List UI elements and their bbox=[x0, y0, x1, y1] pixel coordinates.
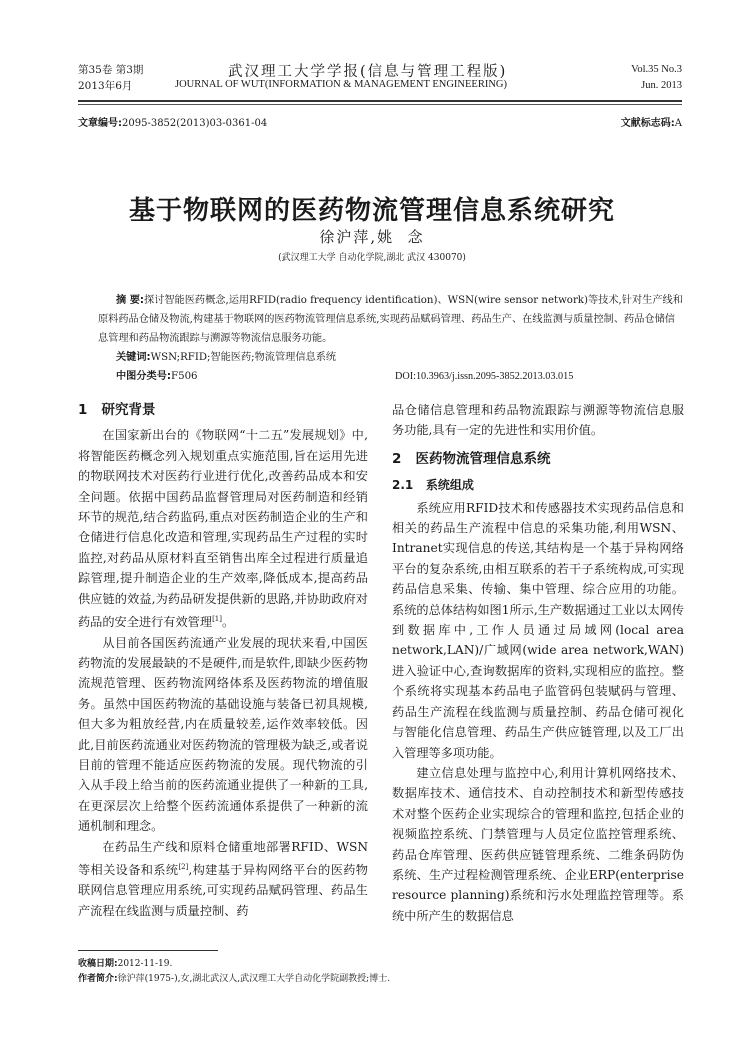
keywords-label: 关键词: bbox=[116, 352, 151, 363]
author-bio bbox=[78, 972, 390, 987]
document-code-value: A bbox=[674, 118, 682, 129]
citation-ref: [1] bbox=[212, 615, 222, 624]
paragraph: 系统应用RFID技术和传感器技术实现药品信息和相关的药品生产流程中信息的采集功能,利用WSN、Intranet实现信息的传送,其结构是一个基于异构网络平台的复杂系统,由相互联系的若干子系统构成,可实现药品信息采集、传输、集中管理、综合应用的功能。系统的总体结构如图1所示,生产数据通过工业以太网传到数据库中,工作人员通过局域网(local area network,LAN)/广域网(wide area network,WAN)进入验证中心,查询数据库的资料,实现相应的监控。整个系统将实现基本药品电子监管码包装赋码与管理、药品生产流程在线监测与质量控制、药品仓储可视化与智能化信息管理、药品生产供应链管理,以及工厂出入管理等多项功能。 bbox=[392, 500, 684, 760]
paper-affiliation: (武汉理工大学 自动化学院,湖北 武汉 430070) bbox=[278, 253, 466, 263]
section-1-title: 研究背景 bbox=[101, 402, 156, 418]
clc-label: 中图分类号: bbox=[116, 371, 172, 382]
doi-value: 10.3963/j.issn.2095-3852.2013.03.015 bbox=[415, 371, 574, 382]
keywords bbox=[116, 348, 336, 367]
received-date bbox=[78, 957, 172, 972]
paper-title: 基于物联网的医药物流管理信息系统研究 bbox=[128, 196, 615, 226]
paragraph-text: ,构建基于异构网络平台的医药物联网信息管理应用系统,可实现药品赋码管理、药品生产流程在线监测与质量控制、药 bbox=[78, 863, 368, 918]
paragraph-continued: 品仓储信息管理和药品物流跟踪与溯源等物流信息服务功能,具有一定的先进性和实用价值。 bbox=[392, 403, 684, 438]
abstract bbox=[98, 291, 684, 348]
paragraph-text: 在国家新出台的《物联网“十二五”发展规划》中,将智能医药概念列入规划重点实施范围,旨在运用先进的物联网技术对医药行业进行优化,改善药品成本和安全问题。依据中国药品监督管理局对医药制造和经销环节的规范,结合药监码,重点对医药制造企业的生产和仓储进行信息化改造和管理,实现药品生产过程的实时监控,对药品从原材料直至销售出库全过程进行质量追踪管理,提升制造企业的生产效率,降低成本,提高药品供应链的效益,为药品研发提供新的思路,并协助政府对药品的安全进行有效管理 bbox=[78, 428, 368, 630]
keywords-value: WSN;RFID;智能医药;物流管理信息系统 bbox=[150, 352, 337, 363]
article-number-label: 文章编号: bbox=[78, 118, 122, 129]
subsection-number: 2.1 bbox=[392, 478, 414, 493]
paragraph bbox=[78, 425, 368, 632]
section-2-heading bbox=[392, 449, 684, 469]
subsection-title: 系统组成 bbox=[425, 478, 474, 493]
section-1-heading bbox=[78, 400, 368, 420]
volume-issue-cn: 第35卷 第3期 bbox=[78, 64, 144, 76]
section-2-title: 医药物流管理信息系统 bbox=[415, 450, 551, 467]
header-rule-thin bbox=[78, 104, 682, 105]
paragraph: 建立信息处理与监控中心,利用计算机网络技术、数据库技术、通信技术、自动控制技术和新型传感技术对整个医药企业实现综合的管理和监控,包括企业的视频监控系统、门禁管理与人员定位监控管理系统、药品仓库管理、医药供应链管理系统、二维条码防伪系统、生产过程检测管理系统、企业ERP(enterprise resource planning)系统和污水处理监控管理等。系统中所产生的数据信息 bbox=[392, 765, 684, 923]
document-code-label: 文献标志码: bbox=[620, 118, 675, 129]
section-2-number: 2 bbox=[392, 450, 402, 467]
article-number bbox=[78, 114, 267, 129]
abstract-label: 摘 要: bbox=[116, 295, 144, 306]
clc-value: F506 bbox=[171, 371, 198, 382]
abstract-text: 探讨智能医药概念,运用RFID(radio frequency identification)、WSN(wire sensor network)等技术,针对生产线和原料药品仓储及物流,构建基于物联网的医药物流管理信息系统,实现药品赋码管理、药品生产、在线监测与质量控制、药品仓储信息管理和药品物流跟踪与溯源等物流信息服务功能。 bbox=[98, 295, 683, 344]
header-rule-thick bbox=[78, 100, 682, 102]
paragraph: 从目前各国医药流通产业发展的现状来看,中国医药物流的发展最缺的不是硬件,而是软件,即缺少医药物流规范管理、医药物流网络体系及医药物流的增值服务。虽然中国医药物流的基础设施与装备已初具规模,但大多为粗放经营,内在质量较差,运作效率较低。因此,目前医药流通业对医药物流的管理极为缺乏,或者说目前的管理不能适应医药物流的发展。现代物流的引入从手段上给当前的医药流通业提供了一种新的工具,在更深层次上给整个医药流通体系提供了一种新的流通机制和理念。 bbox=[78, 635, 368, 834]
doi bbox=[395, 367, 573, 386]
volume-issue-en: Vol.35 No.3 bbox=[631, 64, 682, 75]
right-column bbox=[392, 400, 684, 926]
author-bio-value: 徐沪萍(1975-),女,湖北武汉人,武汉理工大学自动化学院副教授;博士. bbox=[117, 974, 391, 984]
footnote-rule bbox=[78, 950, 218, 951]
paragraph-end: 。 bbox=[221, 615, 235, 630]
subsection-2-1-heading bbox=[392, 475, 684, 495]
paper-authors: 徐沪萍,姚 念 bbox=[319, 228, 425, 246]
date-cn: 2013年6月 bbox=[78, 80, 133, 92]
paragraph-text: 在药品生产线和原料仓储重地部署RFID、WSN等相关设备和系统 bbox=[78, 839, 368, 878]
journal-title-en: JOURNAL OF WUT(INFORMATION & MANAGEMENT ENGINEERING) bbox=[175, 79, 507, 90]
left-column bbox=[78, 400, 368, 921]
document-code bbox=[621, 114, 682, 129]
author-bio-label: 作者简介: bbox=[78, 974, 118, 984]
paragraph bbox=[78, 837, 368, 922]
clc-number bbox=[116, 367, 198, 386]
journal-title-cn: 武汉理工大学学报(信息与管理工程版) bbox=[228, 64, 508, 80]
doi-label: DOI: bbox=[395, 371, 416, 382]
received-value: 2012-11-19. bbox=[117, 959, 173, 969]
received-label: 收稿日期: bbox=[78, 959, 118, 969]
article-number-value: 2095-3852(2013)03-0361-04 bbox=[122, 118, 268, 129]
date-en: Jun. 2013 bbox=[641, 80, 682, 91]
section-1-number: 1 bbox=[78, 402, 88, 418]
citation-ref: [2] bbox=[178, 863, 189, 871]
